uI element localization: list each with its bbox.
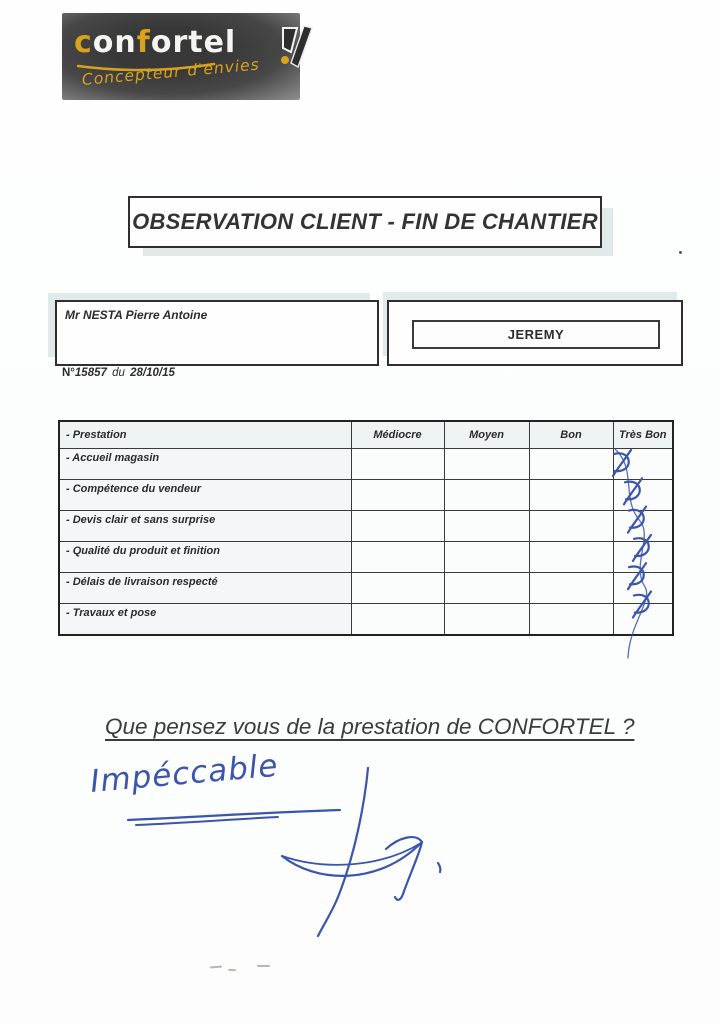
cell-moyen (444, 480, 529, 511)
order-connector: du (112, 367, 125, 379)
table-row (59, 542, 673, 573)
advisor-box (387, 300, 683, 366)
handwritten-answer: Impéccable (88, 747, 280, 800)
scan-artifact-mark (228, 969, 236, 971)
form-title-box (128, 196, 602, 248)
cell-mediocre (351, 604, 444, 636)
cell-mediocre (351, 573, 444, 604)
cell-moyen (444, 604, 529, 636)
row-label: - Travaux et pose (59, 604, 351, 636)
signature-scribble (268, 752, 453, 942)
cell-tres-bon (613, 542, 673, 573)
exclamation-slash-icon (277, 25, 317, 69)
client-name: Mr NESTA Pierre Antoine (65, 308, 208, 322)
ratings-table (58, 420, 674, 636)
confortel-logo (62, 13, 300, 100)
brand-tagline: Concepteur d'envies (81, 55, 261, 89)
client-name-box (55, 300, 379, 366)
table-row (59, 511, 673, 542)
header-prestation: - Prestation (59, 421, 351, 449)
cell-mediocre (351, 480, 444, 511)
cell-bon (529, 604, 613, 636)
brand-letter: f (136, 25, 151, 60)
table-header-row (59, 421, 673, 449)
order-reference (62, 367, 175, 379)
cell-mediocre (351, 511, 444, 542)
header-mediocre: Médiocre (351, 421, 444, 449)
cell-tres-bon (613, 511, 673, 542)
brand-letters: on (92, 25, 137, 60)
cell-moyen (444, 573, 529, 604)
row-label: - Compétence du vendeur (59, 480, 351, 511)
scan-artifact-mark (210, 966, 222, 969)
row-label: - Devis clair et sans surprise (59, 511, 351, 542)
header-bon: Bon (529, 421, 613, 449)
header-tres-bon: Très Bon (613, 421, 673, 449)
cell-bon (529, 573, 613, 604)
row-label: - Délais de livraison respecté (59, 573, 351, 604)
order-date: 28/10/15 (130, 367, 175, 379)
table-row (59, 449, 673, 480)
cell-tres-bon (613, 449, 673, 480)
table-row (59, 573, 673, 604)
cell-bon (529, 542, 613, 573)
question-text: Que pensez vous de la prestation de CONFORTEL ? (105, 714, 635, 739)
brand-wordmark (74, 25, 236, 60)
brand-letters: ortel (150, 25, 237, 60)
order-number-prefix: N° (62, 367, 75, 379)
cell-bon (529, 480, 613, 511)
cell-mediocre (351, 449, 444, 480)
cell-moyen (444, 511, 529, 542)
table-row (59, 604, 673, 636)
cell-mediocre (351, 542, 444, 573)
row-label: - Qualité du produit et finition (59, 542, 351, 573)
cell-tres-bon (613, 604, 673, 636)
row-label: - Accueil magasin (59, 449, 351, 480)
order-number: 15857 (74, 367, 107, 379)
scan-artifact-mark (257, 965, 270, 967)
cell-bon (529, 449, 613, 480)
cell-bon (529, 511, 613, 542)
advisor-name-box (412, 320, 660, 349)
advisor-name: JEREMY (507, 327, 565, 342)
table-row (59, 480, 673, 511)
cell-moyen (444, 449, 529, 480)
brand-letter: c (74, 25, 93, 60)
scan-speck (679, 251, 682, 254)
header-moyen: Moyen (444, 421, 529, 449)
cell-tres-bon (613, 480, 673, 511)
cell-tres-bon (613, 573, 673, 604)
cell-moyen (444, 542, 529, 573)
form-title: OBSERVATION CLIENT - FIN DE CHANTIER (132, 209, 598, 234)
